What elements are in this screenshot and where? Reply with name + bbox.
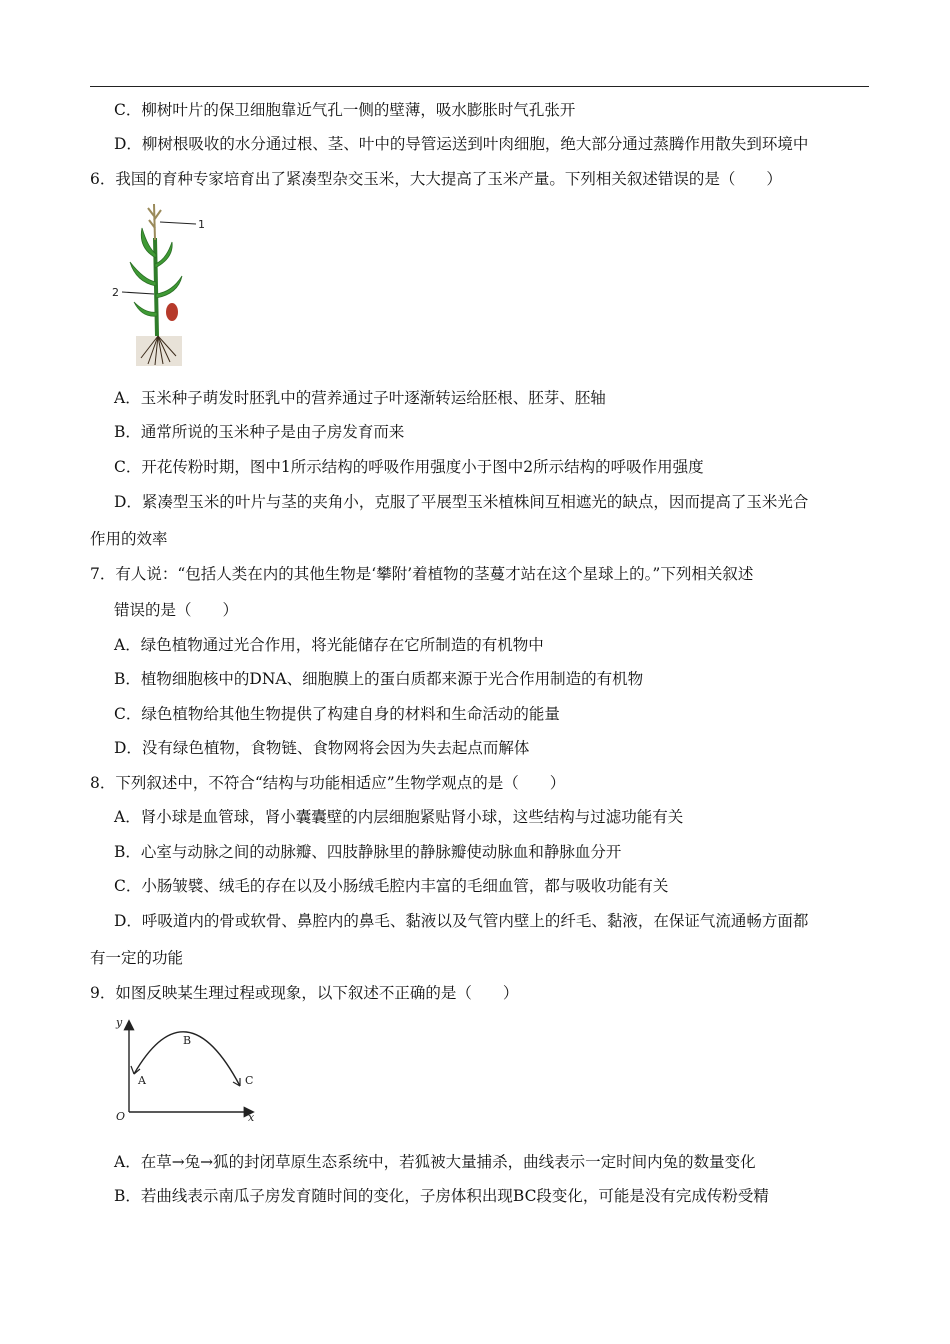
point-b-label: B xyxy=(183,1034,192,1047)
q6-option-d-line1: D．紧凑型玉米的叶片与茎的夹角小，克服了平展型玉米植株间互相遮光的缺点，因而提高了玉米光合 xyxy=(114,493,809,511)
q7-option-c: C．绿色植物给其他生物提供了构建自身的材料和生命活动的能量 xyxy=(114,705,560,723)
label-1: 1 xyxy=(198,218,205,231)
corn-ear xyxy=(166,303,178,321)
q6-option-d-line2: 作用的效率 xyxy=(90,530,168,548)
tassel xyxy=(148,204,161,240)
stalk xyxy=(155,238,157,336)
q7-stem-line2: 错误的是（ ） xyxy=(114,601,239,619)
q9-stem: 9．如图反映某生理过程或现象，以下叙述不正确的是（ ） xyxy=(90,984,519,1002)
origin-label: O xyxy=(116,1110,126,1123)
q9-option-b: B．若曲线表示南瓜子房发育随时间的变化，子房体积出现BC段变化，可能是没有完成传粉受精 xyxy=(114,1187,769,1205)
q6-option-a: A．玉米种子萌发时胚乳中的营养通过子叶逐渐转运给胚根、胚芽、胚轴 xyxy=(114,389,606,407)
q7-option-d: D．没有绿色植物，食物链、食物网将会因为失去起点而解体 xyxy=(114,739,530,757)
q8-stem: 8．下列叙述中，不符合“结构与功能相适应”生物学观点的是（ ） xyxy=(90,774,566,792)
q8-option-d-line2: 有一定的功能 xyxy=(90,949,184,967)
q8-option-b: B．心室与动脉之间的动脉瓣、四肢静脉里的静脉瓣使动脉血和静脉血分开 xyxy=(114,843,622,861)
x-label: x xyxy=(248,1111,255,1124)
q6-option-c: C．开花传粉时期，图中1所示结构的呼吸作用强度小于图中2所示结构的呼吸作用强度 xyxy=(114,458,704,476)
q5-option-c: C．柳树叶片的保卫细胞靠近气孔一侧的壁薄，吸水膨胀时气孔张开 xyxy=(114,101,576,119)
q8-option-c: C．小肠皱襞、绒毛的存在以及小肠绒毛腔内丰富的毛细血管，都与吸收功能有关 xyxy=(114,877,669,895)
y-label: y xyxy=(116,1016,123,1029)
label-1-line xyxy=(160,222,196,224)
q7-stem-line1: 7．有人说：“包括人类在内的其他生物是‘攀附’着植物的茎蔓才站在这个星球上的。”下列相关叙述 xyxy=(90,565,754,583)
header-rule xyxy=(90,86,869,87)
label-2-line xyxy=(122,292,154,294)
q7-option-b: B．植物细胞核中的DNA、细胞膜上的蛋白质都来源于光合作用制造的有机物 xyxy=(114,670,644,688)
q5-option-d: D．柳树根吸收的水分通过根、茎、叶中的导管运送到叶肉细胞，绝大部分通过蒸腾作用散失到环境中 xyxy=(114,135,809,153)
q6-option-b: B．通常所说的玉米种子是由子房发育而来 xyxy=(114,423,405,441)
q6-stem: 6．我国的育种专家培育出了紧凑型杂交玉米，大大提高了玉米产量。下列相关叙述错误的是（ ） xyxy=(90,170,782,188)
q8-option-d-line1: D．呼吸道内的骨或软骨、鼻腔内的鼻毛、黏液以及气管内壁上的纤毛、黏液，在保证气流通畅方面都 xyxy=(114,912,809,930)
q9-option-a: A．在草→兔→狐的封闭草原生态系统中，若狐被大量捕杀，曲线表示一定时间内兔的数量变化 xyxy=(114,1153,756,1171)
corn-plant-figure xyxy=(108,198,218,370)
q8-option-a: A．肾小球是血管球，肾小囊囊壁的内层细胞紧贴肾小球，这些结构与过滤功能有关 xyxy=(114,808,684,826)
q7-option-a: A．绿色植物通过光合作用，将光能储存在它所制造的有机物中 xyxy=(114,636,544,654)
point-c-label: C xyxy=(245,1074,254,1087)
point-a-label: A xyxy=(138,1074,146,1087)
label-2: 2 xyxy=(112,286,119,299)
q9-curve-graph xyxy=(112,1014,262,1126)
